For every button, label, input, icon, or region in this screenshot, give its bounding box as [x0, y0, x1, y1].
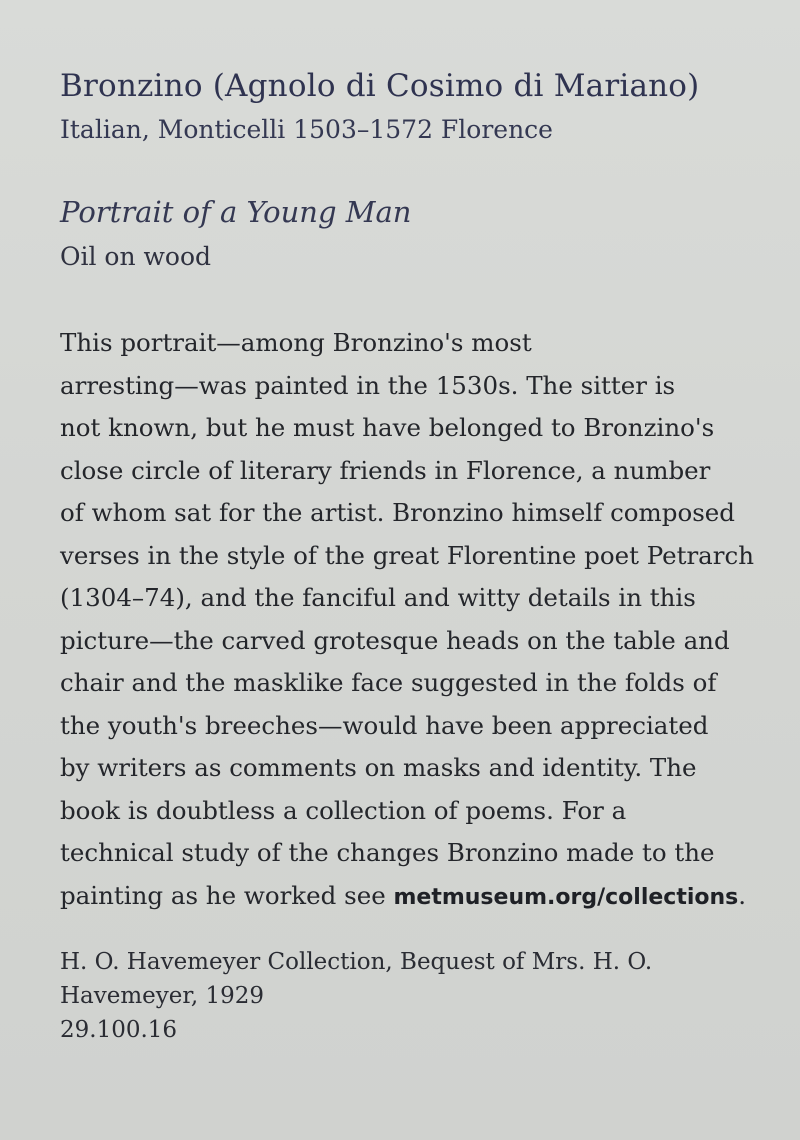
credit-line	[60, 945, 652, 1047]
description-line: chair and the masklike face suggested in the folds of	[60, 668, 717, 697]
description-line: verses in the style of the great Florentine poet Petrarch	[60, 540, 754, 570]
artist-name: Bronzino (Agnolo di Cosimo di Mariano)	[60, 68, 700, 104]
accession-number: 29.100.16	[60, 1017, 178, 1043]
description-line: (1304–74), and the fanciful and witty details in this	[60, 583, 696, 612]
artwork-title: Portrait of a Young Man	[60, 195, 412, 229]
description-text	[60, 322, 780, 919]
credit-line-text: H. O. Havemeyer Collection, Bequest of Mrs. H. O.	[60, 949, 653, 975]
credit-line-text: Havemeyer, 1929	[60, 983, 265, 1009]
description-line: close circle of literary friends in Florence, a number	[60, 455, 711, 485]
description-last-line-text: painting as he worked see	[60, 880, 394, 910]
description-line: arresting—was painted in the 1530s. The sitter is	[60, 370, 676, 400]
description-line: book is doubtless a collection of poems. For a	[60, 795, 627, 825]
description-line: picture—the carved grotesque heads on the table and	[60, 625, 730, 655]
description-line: not known, but he must have belonged to Bronzino's	[60, 413, 715, 442]
description-line: the youth's breeches—would have been appreciated	[60, 710, 709, 740]
museum-wall-label	[60, 0, 780, 1140]
artist-nationality-dates: Italian, Monticelli 1503–1572 Florence	[60, 115, 553, 144]
description-line: technical study of the changes Bronzino made to the	[60, 838, 715, 867]
description-last-line	[60, 875, 780, 920]
description-line: This portrait—among Bronzino's most	[60, 328, 532, 357]
description-line: by writers as comments on masks and identity. The	[60, 753, 697, 782]
artwork-medium: Oil on wood	[60, 242, 212, 271]
collections-url: metmuseum.org/collections	[393, 884, 739, 910]
description-period: .	[738, 880, 747, 910]
description-line: of whom sat for the artist. Bronzino himself composed	[60, 498, 735, 527]
